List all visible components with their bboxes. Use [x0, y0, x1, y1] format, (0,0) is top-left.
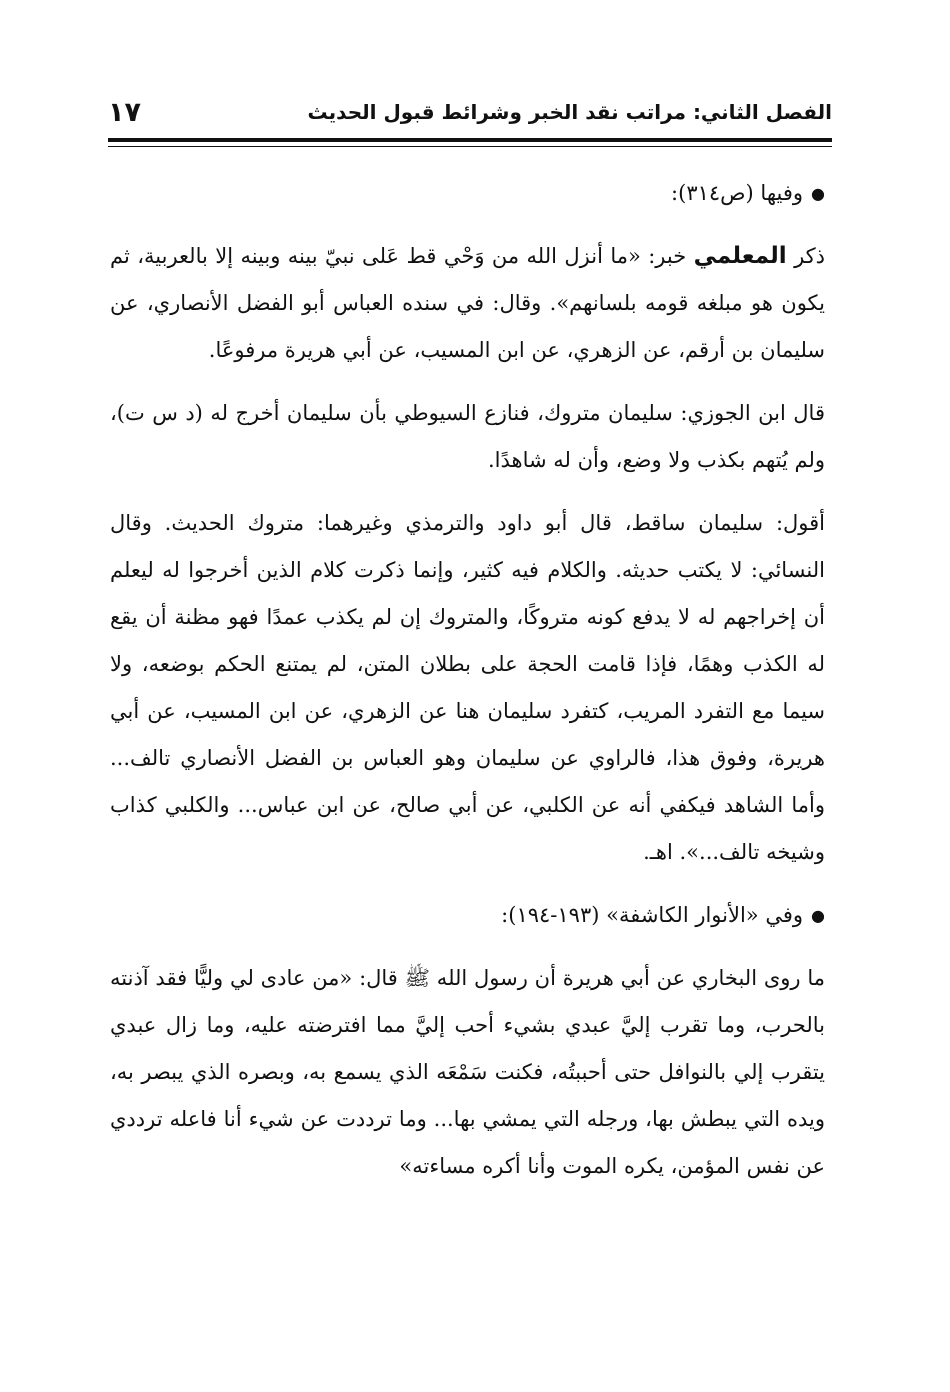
page-number: ١٧: [108, 96, 141, 128]
bullet-heading: [110, 170, 825, 217]
page-body: [110, 170, 825, 1206]
bullet-icon: ●: [811, 184, 825, 203]
header-rule-thick: [108, 138, 832, 142]
bullet-heading-text: وفيها (ص٣١٤):: [671, 181, 804, 205]
bullet-heading: [110, 892, 825, 939]
running-header: [108, 92, 832, 132]
paragraph: أقول: سليمان ساقط، قال أبو داود والترمذي وغيرهما: متروك الحديث. وقال النسائي: لا يكتب حديثه. والكلام فيه كثير، وإنما ذكرت كلام الذين أخرجوا له ليعلم أن إخراجهم له لا يدفع كونه متروكًا، والمتروك إن لم يكذب عمدًا فهو مظنة أن يقع له الكذب وهمًا، فإذا قامت الحجة على بطلان المتن، لم يمتنع الحكم بوضعه، ولا سيما مع التفرد المريب، كتفرد سليمان هنا عن الزهري، عن ابن المسيب، عن أبي هريرة، وفوق هذا، فالراوي عن سليمان وهو العباس بن الفضل الأنصاري تالف... وأما الشاهد فيكفي أنه عن الكلبي، عن أبي صالح، عن ابن عباس... والكلبي كذاب وشيخه تالف...». اهـ.: [110, 511, 825, 864]
paragraph: قال ابن الجوزي: سليمان متروك، فنازع السيوطي بأن سليمان أخرج له (د س ت)، ولم يُتهم بكذب ولا وضع، وأن له شاهدًا.: [110, 401, 825, 472]
header-rule-thin: [108, 146, 832, 147]
bullet-heading-text: وفي «الأنوار الكاشفة» (١٩٣-١٩٤):: [501, 903, 804, 927]
bold-author-name: المعلمي: [693, 243, 787, 269]
paragraph: ما روى البخاري عن أبي هريرة أن رسول الله ﷺ قال: «من عادى لي وليًّا فقد آذنته بالحرب، وما تقرب إليَّ عبدي بشيء أحب إليَّ مما افترضته عليه، وما زال عبدي يتقرب إلي بالنوافل حتى أحببتُه، فكنت سَمْعَه الذي يسمع به، وبصره الذي يبصر به، ويده التي يبطش بها، ورجله التي يمشي بها... وما ترددت عن شيء أنا فاعله ترددي عن نفس المؤمن، يكره الموت وأنا أكره مساءته»: [110, 966, 825, 1178]
paragraph: [110, 233, 825, 374]
paragraph-text: خبر: «ما أنزل الله من وَحْي قط عَلى نبيّ بينه وبينه إلا بالعربية، ثم يكون هو مبلغه قومه بلسانهم». وقال: في سنده العباس أبو الفضل الأنصاري، عن سليمان بن أرقم، عن الزهري، عن ابن المسيب، عن أبي هريرة مرفوعًا.: [110, 244, 825, 362]
paragraph-prefix: ذكر: [794, 244, 825, 268]
chapter-title: الفصل الثاني: مراتب نقد الخبر وشرائط قبول الحديث: [307, 100, 832, 124]
bullet-icon: ●: [811, 906, 825, 925]
